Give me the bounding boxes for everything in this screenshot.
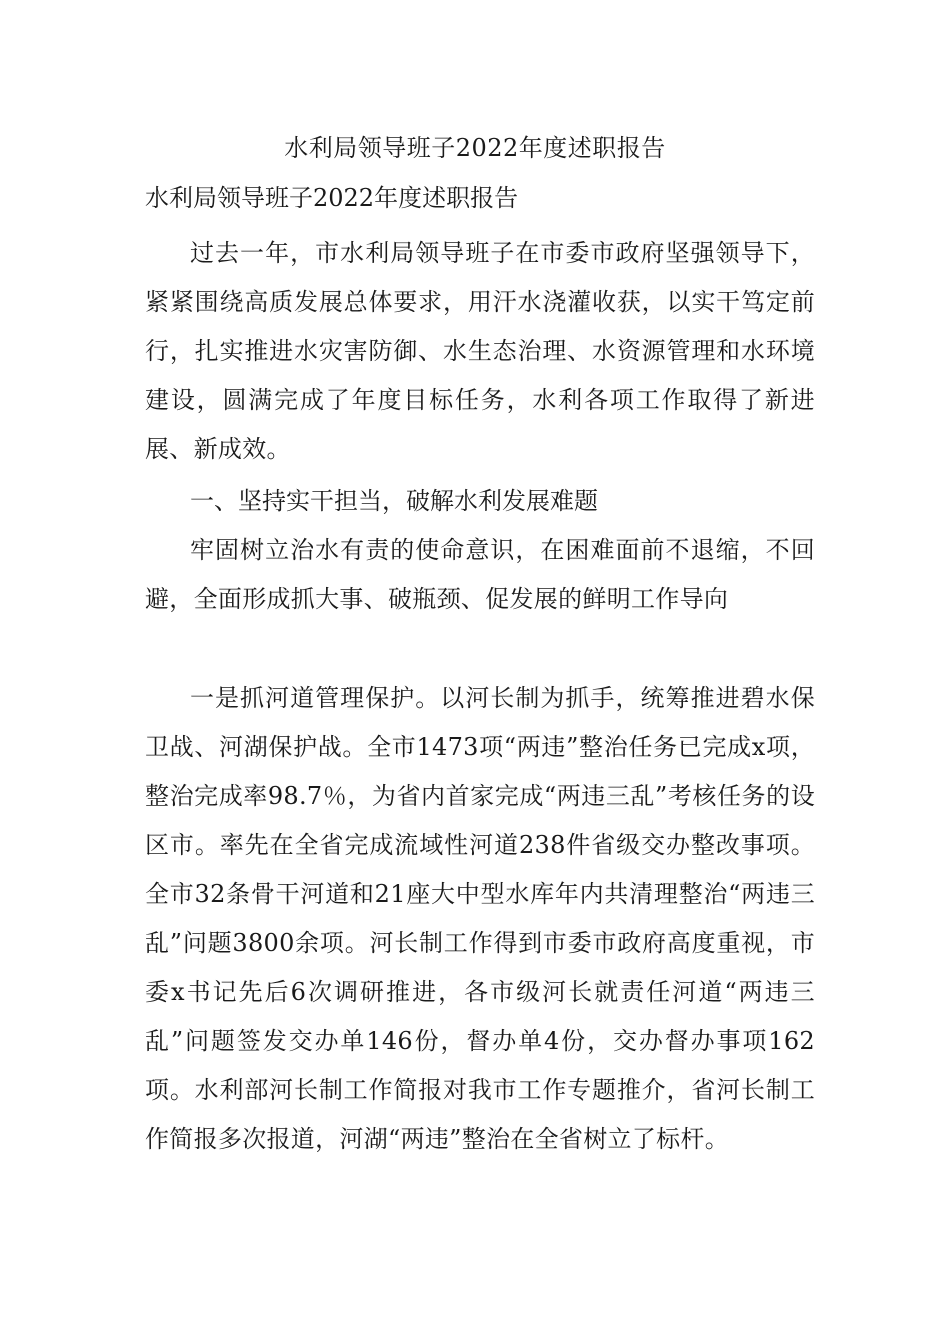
document-subtitle: 水利局领导班子2022年度述职报告 <box>145 184 519 212</box>
document-title: 水利局领导班子2022年度述职报告 <box>284 134 666 162</box>
section-lead-paragraph: 牢固树立治水有责的使命意识，在困难面前不退缩，不回避，全面形成抓大事、破瓶颈、促发展的鲜明工作导向 <box>145 536 815 613</box>
section-heading: 一、坚持实干担当，破解水利发展难题 <box>190 487 598 515</box>
intro-paragraph: 过去一年，市水利局领导班子在市委市政府坚强领导下，紧紧围绕高质发展总体要求，用汗水浇灌收获，以实干笃定前行，扎实推进水灾害防御、水生态治理、水资源管理和水环境建设，圆满完成了年度目标任务，水利各项工作取得了新进展、新成效。 <box>145 239 815 463</box>
item-one-paragraph: 一是抓河道管理保护。以河长制为抓手，统筹推进碧水保卫战、河湖保护战。全市1473项“两违”整治任务已完成x项，整治完成率98.7％，为省内首家完成“两违三乱”考核任务的设区市。率先在全省完成流域性河道238件省级交办整改事项。全市32条骨干河道和21座大中型水库年内共清理整治“两违三乱”问题3800余项。河长制工作得到市委市政府高度重视，市委x书记先后6次调研推进，各市级河长就责任河道“两违三乱”问题签发交办单146份，督办单4份，交办督办事项162项。水利部河长制工作简报对我市工作专题推介，省河长制工作简报多次报道，河湖“两违”整治在全省树立了标杆。 <box>145 684 815 1153</box>
